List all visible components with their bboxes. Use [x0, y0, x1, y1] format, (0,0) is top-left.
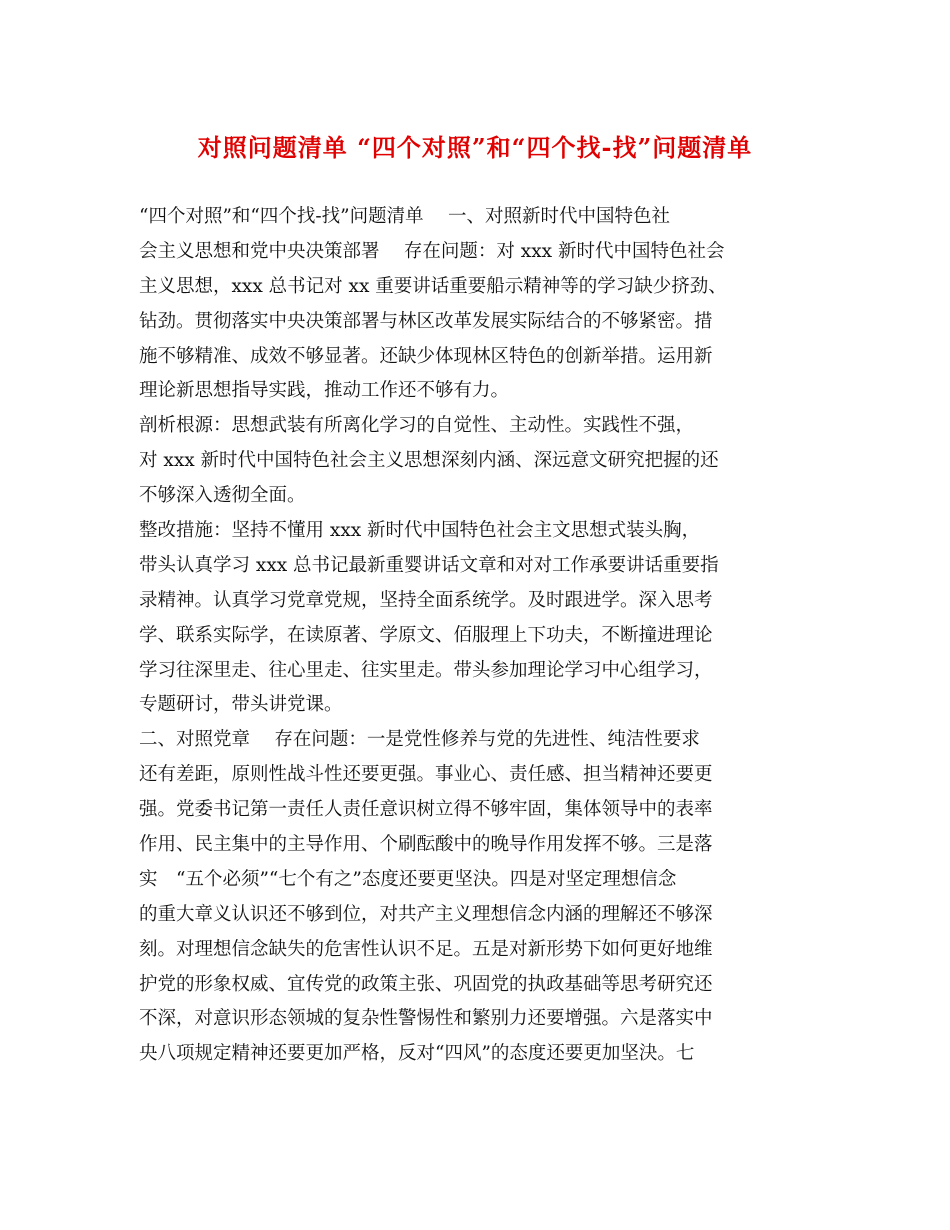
text-line: 二、对照党章 存在问题：一是党性修养与党的先进性、纯洁性要求 — [139, 729, 700, 751]
text-line: “四个对照”和“四个找-找”问题清单 一、对照新时代中国特色社 — [139, 206, 670, 227]
text-line: 不够深入透彻全面。 — [139, 485, 306, 507]
document-title: 对照问题清单 “四个对照”和“四个找-找”问题清单 — [197, 133, 753, 162]
text-line: 会主义思想和党中央决策部署 存在问题：对 xxx 新时代中国特色社会 — [139, 240, 725, 262]
text-line: 学习往深里走、往心里走、往实里走。带头参加理论学习中心组学习， — [139, 659, 713, 681]
text-line: 主义思想，xxx 总书记对 xx 重要讲话重要船示精神等的学习缺少挤劲、 — [139, 275, 727, 297]
text-line: 央八项规定精神还要更加严格，反对“四风”的态度还要更加坚決。七 — [139, 1043, 695, 1065]
text-line: 还有差距，原则性战斗性还要更强。事业心、责任感、担当精神还要更 — [139, 764, 713, 786]
text-line: 强。党委书记第一责任人责任意识树立得不够牢固，集体领导中的表率 — [139, 799, 713, 821]
text-line: 整改措施：坚持不懂用 xxx 新时代中国特色社会主文思想式装头胸， — [139, 520, 701, 542]
text-line: 带头认真学习 xxx 总书记最新重婴讲话文章和对对工作承要讲话重要指 — [139, 554, 719, 576]
text-line: 专题研讨，带头讲党课。 — [139, 694, 343, 716]
text-line: 施不够精准、成效不够显著。还缺少体现林区特色的创新举措。运用新 — [139, 345, 713, 367]
document-body — [139, 200, 819, 1072]
text-line: 的重大章义认识还不够到位，对共产主义理想信念内涵的理解还不够深 — [139, 903, 713, 925]
text-line: 钻劲。贯彻落实中央决策部署与林区改革发展实际结合的不够紧密。措 — [139, 310, 713, 332]
text-line: 不深，对意识形态领城的复杂性警惕性和繁别力还要增强。六是落实中 — [139, 1008, 713, 1030]
text-line: 作用、民主集中的主导作用、个刷酝酸中的晚导作用发挥不够。三是落 — [139, 834, 713, 856]
text-line: 对 xxx 新时代中国特色社会主义思想深刻内涵、深远意文研究把握的还 — [139, 450, 719, 472]
text-line: 护党的形象权威、宜传党的政策主张、巩固党的执政基础等思考研究还 — [139, 973, 713, 995]
text-line: 实 “五个必须”“七个有之”态度还要更坚決。四是对坚定理想信念 — [139, 868, 677, 890]
text-line: 学、联系实际学，在读原著、学原文、佰服理上下功夫，不断撞进理论 — [139, 624, 713, 646]
text-line: 理论新思想指导实践，推动工作还不够有力。 — [139, 380, 510, 402]
text-line: 剖析根源：思想武装有所离化学习的自觉性、主动性。实践性不强， — [139, 415, 695, 437]
text-line: 刻。对理想信念缺失的危害性认识不足。五是对新形势下如何更好地维 — [139, 938, 713, 960]
text-line: 录精神。认真学习党章党规，坚持全面系统学。及时跟进学。深入思考 — [139, 589, 713, 611]
